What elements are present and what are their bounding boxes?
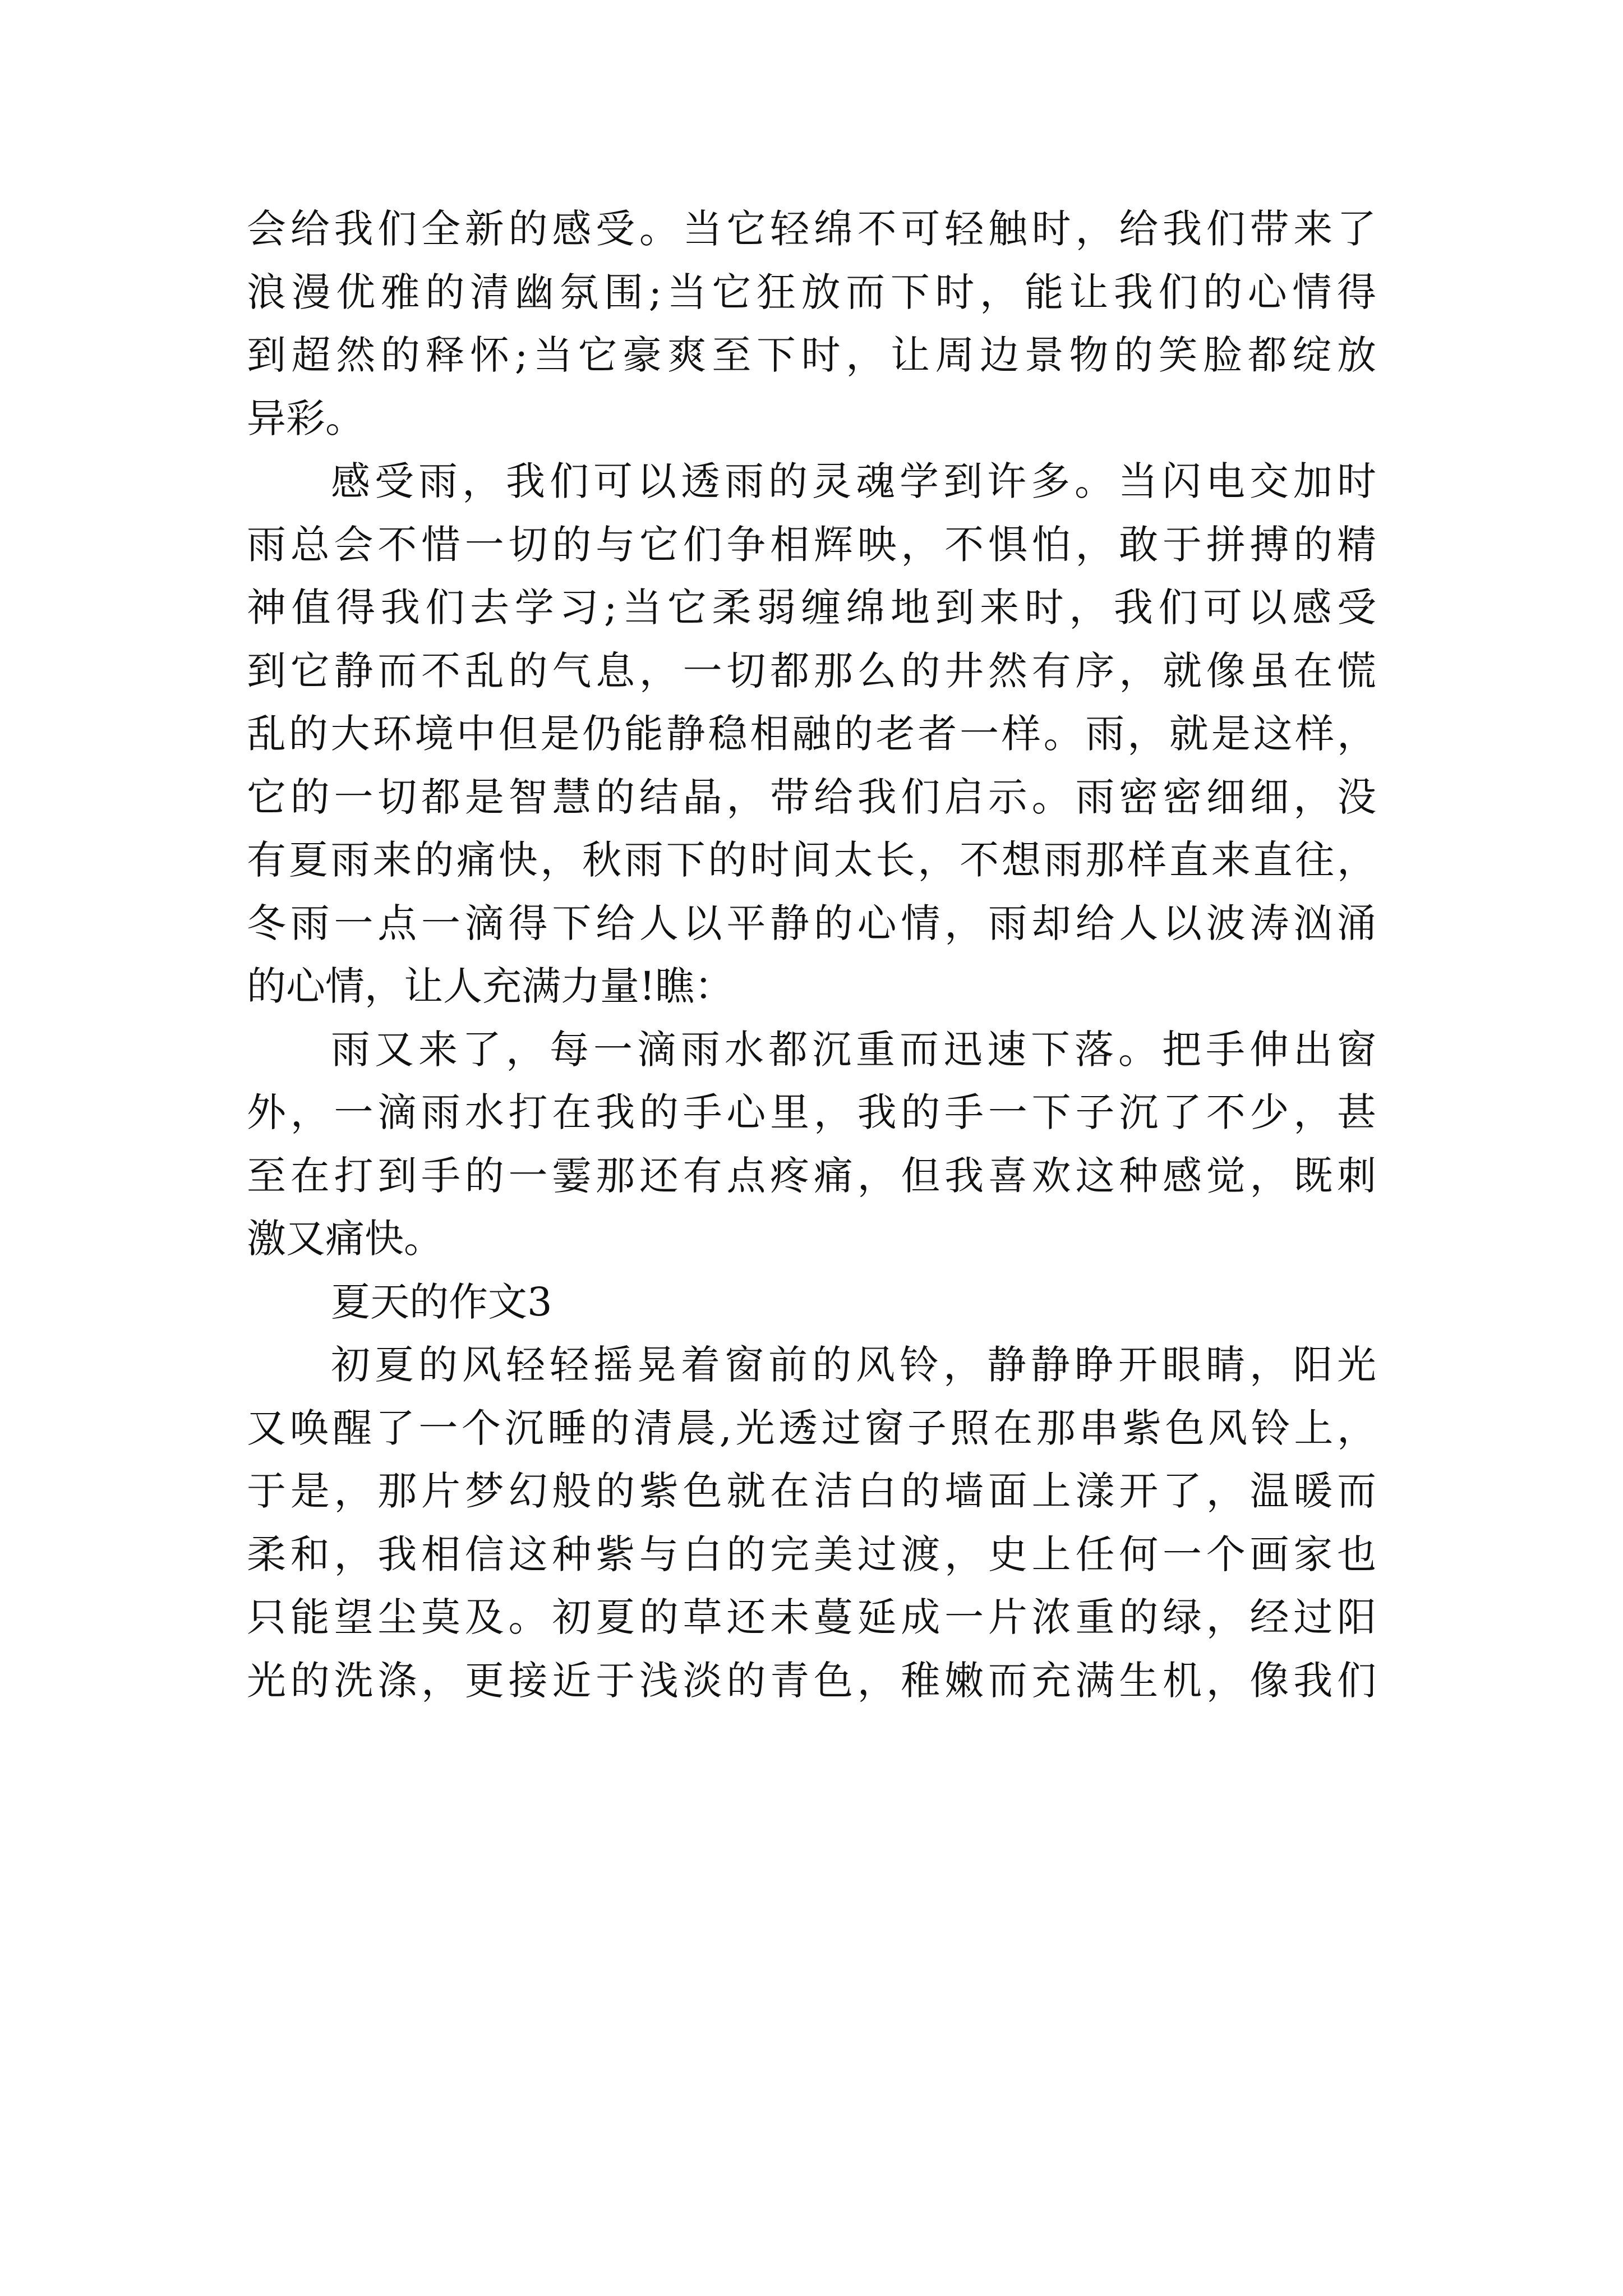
text-line: 夏天的作文3 (331, 1278, 552, 1325)
text-line: 冬雨一点一滴得下给人以平静的心情，雨却给人以波涛汹涌 (247, 900, 1376, 946)
text-line: 外，一滴雨水打在我的手心里，我的手一下子沉了不少，甚 (247, 1089, 1376, 1135)
text-line: 激又痛快。 (247, 1216, 443, 1262)
text-line: 又唤醒了一个沉睡的清晨,光透过窗子照在那串紫色风铃上， (247, 1405, 1376, 1451)
text-line: 至在打到手的一霎那还有点疼痛，但我喜欢这种感觉，既刺 (247, 1152, 1376, 1199)
text-line: 只能望尘莫及。初夏的草还未蔓延成一片浓重的绿，经过阳 (247, 1594, 1376, 1640)
text-line: 初夏的风轻轻摇晃着窗前的风铃，静静睁开眼睛，阳光 (331, 1342, 1376, 1388)
text-line: 到它静而不乱的气息，一切都那么的井然有序，就像虽在慌 (247, 647, 1376, 694)
text-line: 于是，那片梦幻般的紫色就在洁白的墙面上漾开了，温暖而 (247, 1468, 1376, 1514)
text-line: 异彩。 (247, 395, 365, 441)
text-line: 光的洗涤，更接近于浅淡的青色，稚嫩而充满生机，像我们 (247, 1657, 1376, 1704)
text-line: 有夏雨来的痛快，秋雨下的时间太长，不想雨那样直来直往， (247, 837, 1376, 883)
text-line: 浪漫优雅的清幽氛围;当它狂放而下时，能让我们的心情得 (247, 269, 1376, 315)
text-line: 会给我们全新的感受。当它轻绵不可轻触时，给我们带来了 (247, 206, 1376, 252)
text-line: 感受雨，我们可以透雨的灵魂学到许多。当闪电交加时 (331, 458, 1376, 504)
document-body (247, 197, 1376, 1712)
text-line: 雨总会不惜一切的与它们争相辉映，不惧怕，敢于拼搏的精 (247, 521, 1376, 568)
text-line: 的心情，让人充满力量!瞧： (247, 963, 734, 1009)
text-line: 雨又来了，每一滴雨水都沉重而迅速下落。把手伸出窗 (331, 1026, 1376, 1073)
text-line: 它的一切都是智慧的结晶，带给我们启示。雨密密细细，没 (247, 774, 1376, 820)
text-line: 神值得我们去学习;当它柔弱缠绵地到来时，我们可以感受 (247, 585, 1376, 631)
text-line: 柔和，我相信这种紫与白的完美过渡，史上任何一个画家也 (247, 1531, 1376, 1577)
text-line: 到超然的释怀;当它豪爽至下时，让周边景物的笑脸都绽放 (247, 332, 1376, 378)
text-line: 乱的大环境中但是仍能静稳相融的老者一样。雨，就是这样， (247, 711, 1376, 757)
